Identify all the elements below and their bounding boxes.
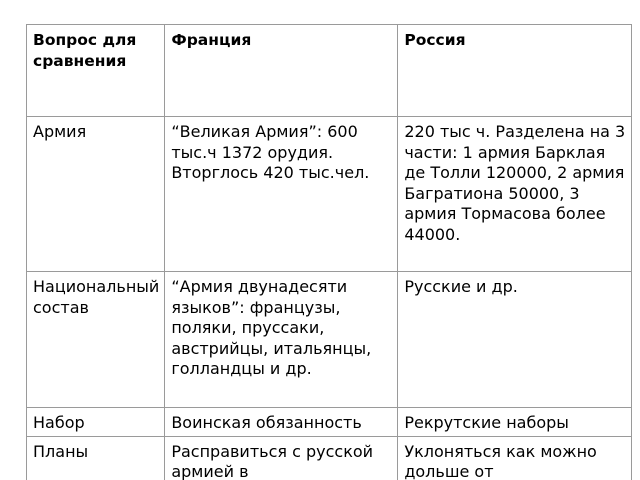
cell-russia-recruitment [398, 408, 632, 437]
cell-france-recruitment [165, 408, 398, 437]
header-france [165, 25, 398, 117]
france-army-text: “Великая Армия”: 600 тыс.ч 1372 орудия. Вторглось 420 тыс.чел. [171, 122, 370, 182]
header-criterion-text: Вопрос для сравнения [33, 31, 137, 70]
header-criterion [27, 25, 165, 117]
table-row-national-composition [27, 272, 632, 408]
criterion-recruitment-text: Набор [33, 413, 85, 432]
header-russia [398, 25, 632, 117]
russia-national-text: Русские и др. [404, 277, 518, 296]
russia-army-text: 220 тыс ч. Разделена на 3 части: 1 армия Барклая де Толли 120000, 2 армия Багратиона 50000, 3 армия Тормасова более 44000. [404, 122, 626, 244]
cell-france-national [165, 272, 398, 408]
cell-criterion-plans [27, 436, 165, 480]
table-row-plans [27, 436, 632, 480]
russia-recruitment-text: Рекрутские наборы [404, 413, 569, 432]
table-header-row [27, 25, 632, 117]
criterion-plans-text: Планы [33, 441, 89, 461]
cell-france-army [165, 117, 398, 272]
cell-criterion-national [27, 272, 165, 408]
criterion-army-text: Армия [33, 122, 87, 141]
cell-criterion-recruitment [27, 408, 165, 437]
table-row-army [27, 117, 632, 272]
cell-russia-national [398, 272, 632, 408]
france-national-text: “Армия двунадесяти языков”: французы, поляки, пруссаки, австрийцы, итальянцы, голландцы и др. [171, 277, 372, 378]
header-russia-text: Россия [404, 31, 466, 49]
comparison-table [26, 24, 632, 480]
cell-france-plans [165, 436, 398, 480]
cell-russia-army [398, 117, 632, 272]
criterion-national-text: Национальный состав [33, 277, 160, 317]
cell-criterion-army [27, 117, 165, 272]
russia-plans-text: Уклоняться как можно дольше от [404, 441, 597, 480]
table-row-recruitment [27, 408, 632, 437]
france-plans-text: Расправиться с русской армией в [171, 441, 374, 480]
header-france-text: Франция [171, 31, 252, 49]
france-recruitment-text: Воинская обязанность [171, 413, 362, 432]
cell-russia-plans [398, 436, 632, 480]
